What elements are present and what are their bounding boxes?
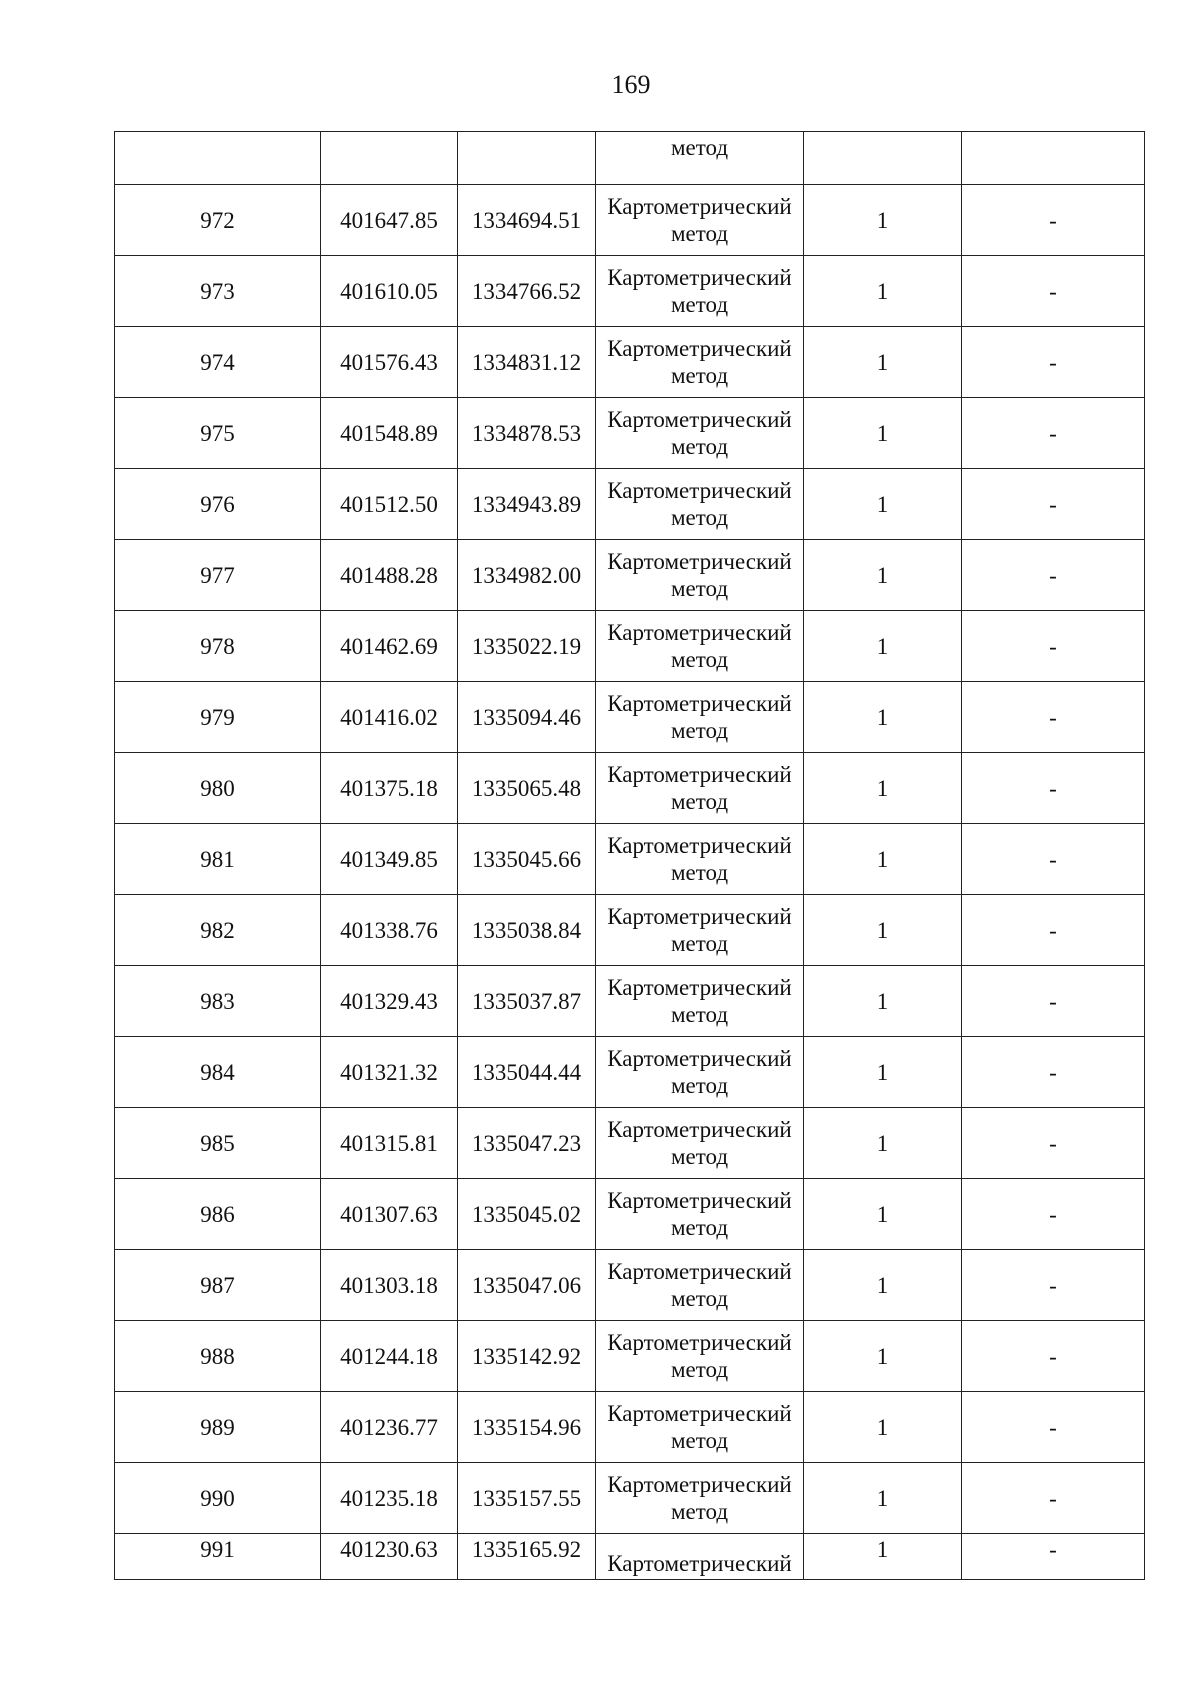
cell-note: - [962,895,1145,966]
cell-accuracy [804,132,962,185]
cell-y: 1335047.06 [458,1250,596,1321]
cell-note: - [962,398,1145,469]
cell-y: 1334831.12 [458,327,596,398]
cell-method: Картометрический [596,1534,804,1580]
cell-x: 401416.02 [321,682,458,753]
table-row [115,895,1145,966]
cell-point: 988 [115,1321,321,1392]
method-line-1: Картометрический [607,1117,792,1142]
method-line-1: Картометрический [607,265,792,290]
cell-y: 1335044.44 [458,1037,596,1108]
cell-method [596,1179,804,1250]
method-line-1: Картометрический [607,1188,792,1213]
table-row [115,469,1145,540]
method-line-1: Картометрический [607,1259,792,1284]
cell-accuracy: 1 [804,1037,962,1108]
cell-method [596,1392,804,1463]
cell-method [596,1321,804,1392]
method-line-1: Картометрический [607,620,792,645]
cell-accuracy: 1 [804,327,962,398]
cell-y: 1335094.46 [458,682,596,753]
cell-x: 401338.76 [321,895,458,966]
method-line-2: метод [670,576,729,601]
cell-y: 1335022.19 [458,611,596,682]
method-line-2: метод [670,789,729,814]
cell-accuracy: 1 [804,895,962,966]
cell-point: 990 [115,1463,321,1534]
cell-x: 401488.28 [321,540,458,611]
cell-y: 1335047.23 [458,1108,596,1179]
cell-note: - [962,611,1145,682]
cell-x: 401512.50 [321,469,458,540]
method-line-2: метод [670,1215,729,1240]
cell-note: - [962,1179,1145,1250]
cell-method [596,1250,804,1321]
cell-y: 1335038.84 [458,895,596,966]
method-line-2: метод [670,931,729,956]
cell-accuracy: 1 [804,1108,962,1179]
cell-x: 401230.63 [321,1534,458,1580]
cell-note: - [962,1463,1145,1534]
method-line-2: метод [670,647,729,672]
table-row [115,1392,1145,1463]
cell-accuracy: 1 [804,1463,962,1534]
cell-x: 401303.18 [321,1250,458,1321]
method-line-2: метод [670,1357,729,1382]
table-row [115,611,1145,682]
cell-method [596,327,804,398]
cell-accuracy: 1 [804,824,962,895]
method-line-2: метод [670,1286,729,1311]
cell-accuracy: 1 [804,1534,962,1580]
cell-y: 1334943.89 [458,469,596,540]
cell-y: 1335045.02 [458,1179,596,1250]
cell-y: 1335037.87 [458,966,596,1037]
cell-method [596,469,804,540]
cell-note: - [962,185,1145,256]
cell-y: 1334766.52 [458,256,596,327]
table-row [115,1108,1145,1179]
cell-method: метод [596,132,804,185]
cell-x: 401315.81 [321,1108,458,1179]
cell-note: - [962,469,1145,540]
cell-x [321,132,458,185]
cell-y: 1335157.55 [458,1463,596,1534]
cell-method [596,185,804,256]
cell-note: - [962,824,1145,895]
cell-note: - [962,1392,1145,1463]
cell-method [596,611,804,682]
table-row [115,682,1145,753]
cell-accuracy: 1 [804,398,962,469]
method-line-1: Картометрический [607,1472,792,1497]
cell-x: 401576.43 [321,327,458,398]
method-line-1: Картометрический [607,762,792,787]
table-row [115,1463,1145,1534]
table-row [115,824,1145,895]
table-row [115,398,1145,469]
method-line-2: метод [670,1499,729,1524]
cell-note: - [962,1534,1145,1580]
method-line-2: метод [670,1428,729,1453]
table-row [115,1179,1145,1250]
cell-method [596,895,804,966]
cell-method [596,824,804,895]
cell-y: 1335165.92 [458,1534,596,1580]
continued-row [115,132,1145,185]
table-row [115,256,1145,327]
cell-point: 982 [115,895,321,966]
cell-y: 1335142.92 [458,1321,596,1392]
cell-note: - [962,682,1145,753]
cell-point: 976 [115,469,321,540]
cell-x: 401349.85 [321,824,458,895]
table-row [115,753,1145,824]
cell-point: 973 [115,256,321,327]
cell-accuracy: 1 [804,540,962,611]
cell-method [596,1463,804,1534]
method-line-1: Картометрический [607,194,792,219]
cell-method [596,256,804,327]
table-row [115,540,1145,611]
coordinates-table [114,131,1145,1580]
table-row [115,327,1145,398]
cell-accuracy: 1 [804,611,962,682]
cell-y: 1334982.00 [458,540,596,611]
cell-note: - [962,1321,1145,1392]
cell-accuracy: 1 [804,1250,962,1321]
cell-point: 991 [115,1534,321,1580]
method-line-2: метод [670,292,729,317]
cell-method [596,540,804,611]
cell-note: - [962,1108,1145,1179]
cell-x: 401329.43 [321,966,458,1037]
cell-method [596,966,804,1037]
cell-point: 980 [115,753,321,824]
table-row [115,966,1145,1037]
cell-method [596,1037,804,1108]
cell-accuracy: 1 [804,1179,962,1250]
cell-x: 401462.69 [321,611,458,682]
cell-note [962,132,1145,185]
cell-x: 401548.89 [321,398,458,469]
cell-method [596,753,804,824]
cell-x: 401610.05 [321,256,458,327]
method-line-2: метод [670,860,729,885]
cell-method [596,682,804,753]
cell-point: 979 [115,682,321,753]
cell-note: - [962,327,1145,398]
method-line-1: Картометрический [607,336,792,361]
cell-point: 974 [115,327,321,398]
cell-point: 986 [115,1179,321,1250]
cell-accuracy: 1 [804,185,962,256]
method-line-1: Картометрический [607,1401,792,1426]
cell-y: 1334878.53 [458,398,596,469]
cell-point: 983 [115,966,321,1037]
cell-accuracy: 1 [804,682,962,753]
cell-accuracy: 1 [804,1392,962,1463]
method-line-1: Картометрический [607,833,792,858]
table-row [115,1037,1145,1108]
cell-point: 987 [115,1250,321,1321]
cell-point: 985 [115,1108,321,1179]
table-row [115,185,1145,256]
method-line-1: Картометрический [607,691,792,716]
cell-note: - [962,753,1145,824]
cell-x: 401647.85 [321,185,458,256]
cell-method [596,1108,804,1179]
cell-note: - [962,1250,1145,1321]
method-line-2: метод [670,718,729,743]
cell-x: 401244.18 [321,1321,458,1392]
method-line-1: Картометрический [607,904,792,929]
method-line-2: метод [670,221,729,246]
method-line-2: метод [670,1144,729,1169]
method-line-1: Картометрический [607,1330,792,1355]
method-line-1: Картометрический [607,975,792,1000]
cell-accuracy: 1 [804,256,962,327]
cell-point: 984 [115,1037,321,1108]
cell-y: 1335045.66 [458,824,596,895]
cell-accuracy: 1 [804,469,962,540]
cell-note: - [962,256,1145,327]
cell-point: 977 [115,540,321,611]
cell-point: 989 [115,1392,321,1463]
cell-x: 401321.32 [321,1037,458,1108]
cell-accuracy: 1 [804,966,962,1037]
method-line-1: Картометрический [607,549,792,574]
cell-y: 1334694.51 [458,185,596,256]
cell-x: 401375.18 [321,753,458,824]
method-line-1: Картометрический [607,407,792,432]
page-number: 169 [611,70,651,99]
cell-y: 1335065.48 [458,753,596,824]
cell-point: 975 [115,398,321,469]
cell-accuracy: 1 [804,753,962,824]
table-row-last [115,1534,1145,1580]
cell-point: 981 [115,824,321,895]
cell-x: 401236.77 [321,1392,458,1463]
cell-point: 978 [115,611,321,682]
method-line-2: метод [670,505,729,530]
cell-x: 401307.63 [321,1179,458,1250]
cell-note: - [962,1037,1145,1108]
cell-point [115,132,321,185]
cell-y [458,132,596,185]
cell-point: 972 [115,185,321,256]
method-line-1: Картометрический [607,478,792,503]
cell-note: - [962,540,1145,611]
method-line-2: метод [670,434,729,459]
table-row [115,1321,1145,1392]
method-line-2: метод [670,1073,729,1098]
cell-accuracy: 1 [804,1321,962,1392]
method-line-2: метод [670,1002,729,1027]
cell-x: 401235.18 [321,1463,458,1534]
method-line-2: метод [670,363,729,388]
table-row [115,1250,1145,1321]
cell-method [596,398,804,469]
cell-note: - [962,966,1145,1037]
cell-y: 1335154.96 [458,1392,596,1463]
method-line-1: Картометрический [607,1046,792,1071]
